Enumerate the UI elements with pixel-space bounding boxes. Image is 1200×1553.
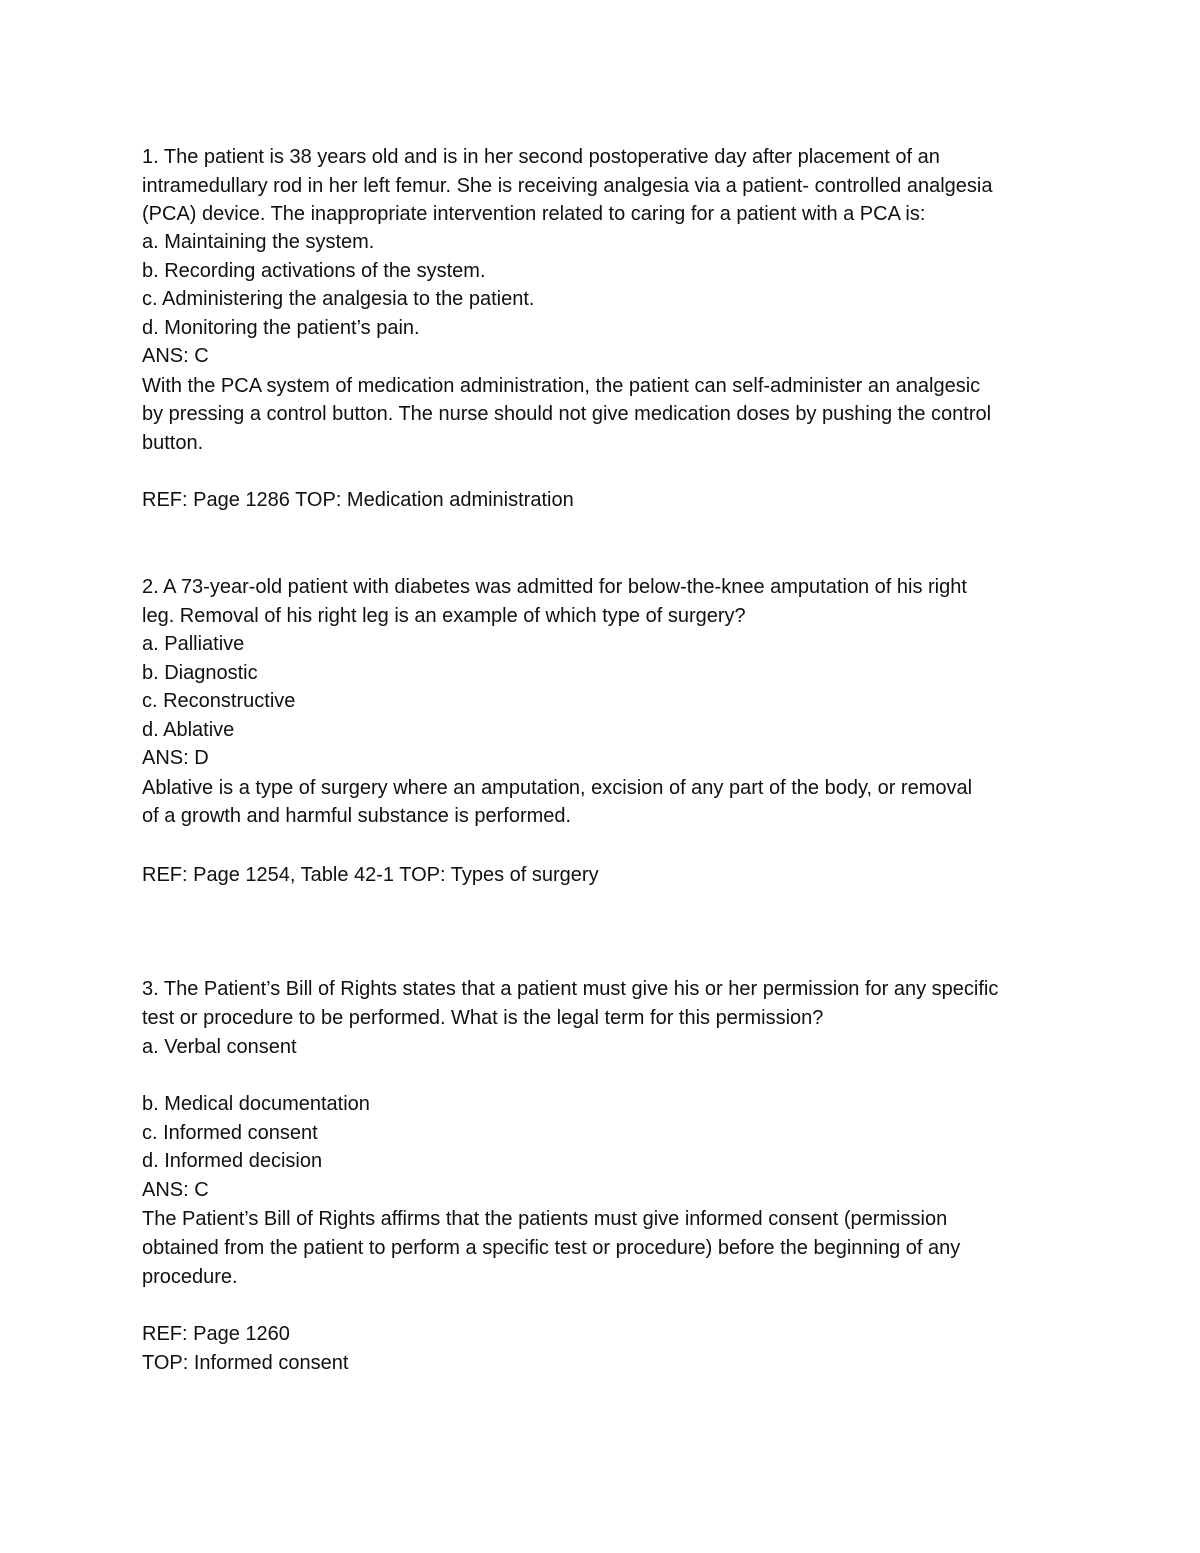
q1-ref: REF: Page 1286 TOP: Medication administration: [142, 489, 574, 511]
q1-stem-line: intramedullary rod in her left femur. She is receiving analgesia via a patient- controlled analgesia: [142, 175, 993, 197]
q2-option-d: d. Ablative: [142, 719, 235, 741]
q2-rationale-line: Ablative is a type of surgery where an amputation, excision of any part of the body, or removal: [142, 777, 973, 799]
q3-rationale-line: The Patient’s Bill of Rights affirms that the patients must give informed consent (permission: [142, 1208, 948, 1230]
q2-answer: ANS: D: [142, 747, 209, 769]
q3-option-b: b. Medical documentation: [142, 1093, 370, 1115]
q1-rationale-line: by pressing a control button. The nurse should not give medication doses by pushing the control: [142, 403, 992, 425]
q3-option-a: a. Verbal consent: [142, 1036, 297, 1058]
q2-ref: REF: Page 1254, Table 42-1 TOP: Types of surgery: [142, 864, 599, 886]
q1-stem-line: 1. The patient is 38 years old and is in her second postoperative day after placement of an: [142, 146, 940, 168]
q3-option-c: c. Informed consent: [142, 1122, 318, 1144]
q3-stem-line: test or procedure to be performed. What is the legal term for this permission?: [142, 1007, 824, 1029]
q3-ref: REF: Page 1260: [142, 1323, 290, 1345]
q3-rationale-line: obtained from the patient to perform a specific test or procedure) before the beginning of any: [142, 1237, 961, 1259]
q2-option-c: c. Reconstructive: [142, 690, 296, 712]
q2-stem-line: leg. Removal of his right leg is an example of which type of surgery?: [142, 605, 746, 627]
q1-rationale-line: With the PCA system of medication administration, the patient can self-administer an analgesic: [142, 375, 981, 397]
q1-option-a: a. Maintaining the system.: [142, 231, 375, 253]
q2-rationale-line: of a growth and harmful substance is performed.: [142, 805, 572, 827]
q1-option-c: c. Administering the analgesia to the patient.: [142, 288, 535, 310]
q2-option-b: b. Diagnostic: [142, 662, 258, 684]
q1-rationale-line: button.: [142, 432, 204, 454]
q1-option-d: d. Monitoring the patient’s pain.: [142, 317, 420, 339]
q3-stem-line: 3. The Patient’s Bill of Rights states that a patient must give his or her permission for any specific: [142, 978, 999, 1000]
q3-topic: TOP: Informed consent: [142, 1352, 349, 1374]
q1-stem-line: (PCA) device. The inappropriate intervention related to caring for a patient with a PCA is:: [142, 203, 926, 225]
q2-option-a: a. Palliative: [142, 633, 245, 655]
q1-option-b: b. Recording activations of the system.: [142, 260, 486, 282]
q1-answer: ANS: C: [142, 345, 209, 367]
q3-rationale-line: procedure.: [142, 1266, 238, 1288]
q3-answer: ANS: C: [142, 1179, 209, 1201]
q2-stem-line: 2. A 73-year-old patient with diabetes was admitted for below-the-knee amputation of his right: [142, 576, 967, 598]
q3-option-d: d. Informed decision: [142, 1150, 323, 1172]
